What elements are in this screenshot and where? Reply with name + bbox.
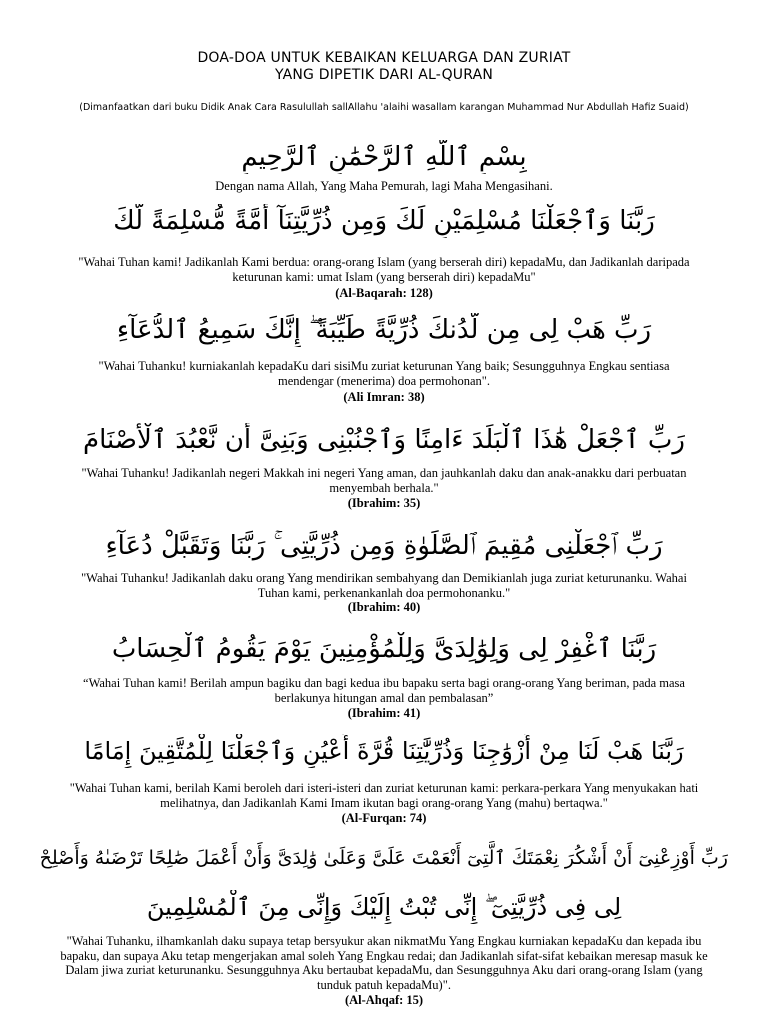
dua-translation: "Wahai Tuhan kami! Jadikanlah Kami berdua: orang-orang Islam (yang berserah diri) kepadaMu, dan Jadikanlah daripada keturunan kami: umat Islam (yang berserah diri) kepadaMu" — [78, 255, 690, 284]
dua-arabic-line1: رَبِّ أَوْزِعْنِىٓ أَنْ أَشْكُرَ نِعْمَتَكَ ٱلَّتِىٓ أَنْعَمْتَ عَلَىَّ وَعَلَىٰ وَٰلِدَىَّ وَأَنْ أَعْمَلَ صَٰلِحًا تَرْضَىٰهُ وَأَصْلِحْ — [40, 847, 728, 869]
basmalah-translation: Dengan nama Allah, Yang Maha Pemurah, lagi Maha Mengasihani. — [215, 179, 553, 193]
basmalah-arabic: بِسْمِ ٱللَّهِ ٱلرَّحْمَٰنِ ٱلرَّحِيمِ — [241, 142, 527, 172]
dua-arabic: رَبِّ هَبْ لِى مِن لَّدُنكَ ذُرِّيَّةً طَيِّبَةً ۖ إِنَّكَ سَمِيعُ ٱلدُّعَآءِ — [116, 315, 652, 345]
dua-reference: (Al-Baqarah: 128) — [335, 286, 433, 300]
dua-reference: (Ibrahim: 40) — [347, 600, 421, 614]
dua-translation: "Wahai Tuhanku! Jadikanlah negeri Makkah ini negeri Yang aman, dan jauhkanlah daku dan anak-anakku dari perbuatan menyembah berhala." — [81, 466, 687, 495]
dua-translation: "Wahai Tuhan kami, berilah Kami beroleh dari isteri-isteri dan zuriat keturunan kami: perkara-perkara Yang menyukakan hati melihatnya, dan Jadikanlah Kami Imam ikutan bagi orang-orang Yang (mahu) bertaqwa." — [69, 781, 699, 810]
dua-translation: "Wahai Tuhanku! kurniakanlah kepadaKu dari sisiMu zuriat keturunan Yang baik; Sesungguhnya Engkau sentiasa mendengar (menerima) doa permohonan". — [98, 359, 670, 388]
dua-translation: “Wahai Tuhan kami! Berilah ampun bagiku dan bagi kedua ibu bapaku serta bagi orang-orang Yang beriman, pada masa berlakunya hitungan amal dan pembalasan” — [83, 676, 685, 705]
dua-arabic: رَبَّنَا ٱغْفِرْ لِى وَلِوَٰلِدَىَّ وَلِلْمُؤْمِنِينَ يَوْمَ يَقُومُ ٱلْحِسَابُ — [111, 634, 657, 664]
dua-reference: (Al-Ahqaf: 15) — [344, 993, 424, 1007]
dua-arabic-line2: لِى فِى ذُرِّيَّتِىٓ ۖ إِنِّى تُبْتُ إِلَيْكَ وَإِنِّى مِنَ ٱلْمُسْلِمِينَ — [146, 893, 622, 921]
dua-arabic: رَبِّ ٱجْعَلْنِى مُقِيمَ ٱلصَّلَوٰةِ وَمِن ذُرِّيَّتِى ۚ رَبَّنَا وَتَقَبَّلْ دُعَآءِ — [105, 531, 663, 561]
dua-translation: "Wahai Tuhanku, ilhamkanlah daku supaya tetap bersyukur akan nikmatMu Yang Engkau kurniakan kepadaKu dan kepada ibu bapaku, dan supaya Aku tetap mengerjakan amal soleh Yang Engkau redai; dan Jadikanlah sifat-sifat kebaikan meresap masuk ke Dalam jiwa zuriat keturunanku. Sesungguhnya Aku bertaubat kepadaMu, dan Sesungguhnya Aku dari orang-orang Islam (yang tunduk patuh kepadaMu)". — [60, 934, 708, 992]
dua-arabic: رَبِّ ٱجْعَلْ هَٰذَا ٱلْبَلَدَ ءَامِنًا وَٱجْنُبْنِى وَبَنِىَّ أَن نَّعْبُدَ ٱلْأَصْنَامَ — [83, 425, 685, 455]
page-title-line1: DOA-DOA UNTUK KEBAIKAN KELUARGA DAN ZURIAT — [197, 50, 571, 66]
dua-reference: (Al-Furqan: 74) — [341, 811, 427, 825]
dua-reference: (Ibrahim: 41) — [347, 706, 421, 720]
page-title-line2: YANG DIPETIK DARI AL-QURAN — [274, 67, 494, 83]
dua-translation: "Wahai Tuhanku! Jadikanlah daku orang Yang mendirikan sembahyang dan Demikianlah juga zuriat keturunanku. Wahai Tuhan kami, perkenankanlah doa permohonanku." — [81, 571, 687, 600]
dua-reference: (Ibrahim: 35) — [347, 496, 421, 510]
dua-arabic: رَبَّنَا وَٱجْعَلْنَا مُسْلِمَيْنِ لَكَ وَمِن ذُرِّيَّتِنَآ أُمَّةً مُّسْلِمَةً لَّكَ — [113, 206, 655, 236]
dua-arabic: رَبَّنَا هَبْ لَنَا مِنْ أَزْوَٰجِنَا وَذُرِّيَّٰتِنَا قُرَّةَ أَعْيُنٍ وَٱجْعَلْنَا لِلْمُتَّقِينَ إِمَامًا — [84, 737, 684, 765]
source-note: (Dimanfaatkan dari buku Didik Anak Cara Rasulullah sallAllahu 'alaihi wasallam karangan Muhammad Nur Abdullah Hafiz Suaid) — [79, 102, 689, 113]
dua-reference: (Ali Imran: 38) — [343, 390, 425, 404]
